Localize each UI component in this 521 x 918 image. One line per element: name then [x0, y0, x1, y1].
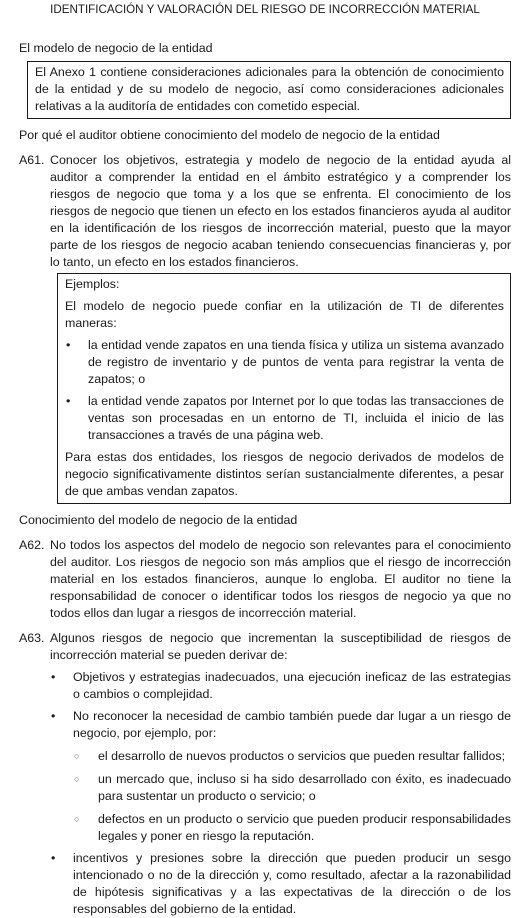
paragraph-number: A62.	[19, 538, 45, 552]
risk-bullet: • Objetivos y estrategias inadecuados, una ejecución ineficaz de las estrategias o cambios o complejidad.	[51, 670, 511, 701]
circle-bullet-icon: ○	[74, 814, 80, 824]
paragraph-text: No todos los aspectos del modelo de negocio son relevantes para el conocimiento del auditor. Los riesgos de negocio son más amplios que el riesgo de incorrección material en los estados financieros, aunque lo engloba. El auditor no tiene la responsabilidad de conocer o identificar todos los riesgos de negocio ya que no todos ellos dan lugar a riesgos de incorrección material.	[50, 538, 511, 620]
paragraph-text: Conocer los objetivos, estrategia y modelo de negocio de la entidad ayuda al auditor a comprender la entidad en el ámbito estratégico y a comprender los riesgos de negocio que toma y a los que se enfrenta. El conocimiento de los riesgos de negocio que tienen un efecto en los estados financieros ayuda al auditor en la identificación de los riesgos de incorrección material, puesto que la mayor parte de los riesgos de negocio acaban teniendo consecuencias financieras y, por lo tanto, un efecto en los estados financieros.	[50, 153, 511, 269]
paragraph-number: A63.	[19, 631, 45, 645]
running-header: IDENTIFICACIÓN Y VALORACIÓN DEL RIESGO DE INCORRECCIÓN MATERIAL	[50, 3, 480, 16]
paragraph-a63	[19, 630, 511, 918]
paragraph-number: A61.	[19, 153, 45, 167]
paragraph-a61	[19, 152, 511, 271]
risk-sub-bullet: ○ el desarrollo de nuevos productos o servicios que pueden resultar fallidos;	[74, 749, 506, 763]
risk-sub-bullet: ○ un mercado que, incluso si ha sido desarrollado con éxito, es inadecuado para sustentar un producto o servicio; o	[74, 772, 511, 803]
paragraph-a62	[19, 537, 511, 622]
example-bullet: • la entidad vende zapatos por Internet por lo que todas las transacciones de ventas son procesadas en un entorno de TI, incluida el inicio de las transacciones a través de una página web.	[66, 394, 504, 442]
bullet-icon: •	[51, 670, 56, 684]
paragraph-text: Algunos riesgos de negocio que incrementan la susceptibilidad de riesgos de incorrección material se pueden derivar de:	[50, 631, 511, 662]
bullet-icon: •	[66, 338, 71, 352]
section-heading-knowledge: Conocimiento del modelo de negocio de la entidad	[19, 513, 298, 527]
examples-title: Ejemplos:	[65, 277, 120, 291]
example-bullet: • la entidad vende zapatos en una tienda física y utiliza un sistema avanzado de registro de inventario y de puntos de venta para registrar la venta de zapatos; o	[66, 338, 504, 386]
bullet-icon: •	[51, 851, 56, 865]
risk-sub-bullet: ○ defectos en un producto o servicio que pueden producir responsabilidades legales y poner en riesgo la reputación.	[74, 812, 511, 843]
risk-bullet: • No reconocer la necesidad de cambio también puede dar lugar a un riesgo de negocio, por ejemplo, por:	[51, 709, 511, 740]
risk-bullet: • incentivos y presiones sobre la dirección que pueden producir un sesgo intencionado o no de la dirección y, como resultado, afectar a la razonabilidad de hipótesis significativas y a las expectativas de la dirección o de los responsables del gobierno de la entidad.	[51, 851, 511, 916]
examples-closing: Para estas dos entidades, los riesgos de negocio derivados de modelos de negocio significativamente distintos serían sustancialmente diferentes, a pesar de que ambas vendan zapatos.	[65, 450, 504, 498]
bullet-icon: •	[51, 709, 56, 723]
bullet-icon: •	[66, 394, 71, 408]
section-heading-why-auditor: Por qué el auditor obtiene conocimiento del modelo de negocio de la entidad	[19, 128, 440, 142]
circle-bullet-icon: ○	[74, 774, 80, 784]
circle-bullet-icon: ○	[74, 751, 80, 761]
annex-note-text: El Anexo 1 contiene consideraciones adicionales para la obtención de conocimiento de la entidad y de su modelo de negocio, así como consideraciones adicionales relativas a la auditoría de entidades con cometido especial.	[35, 65, 504, 113]
examples-intro: El modelo de negocio puede confiar en la utilización de TI de diferentes maneras:	[65, 299, 504, 330]
examples-box	[57, 273, 511, 504]
annex-note-box	[27, 61, 511, 119]
section-heading-business-model: El modelo de negocio de la entidad	[19, 41, 213, 55]
